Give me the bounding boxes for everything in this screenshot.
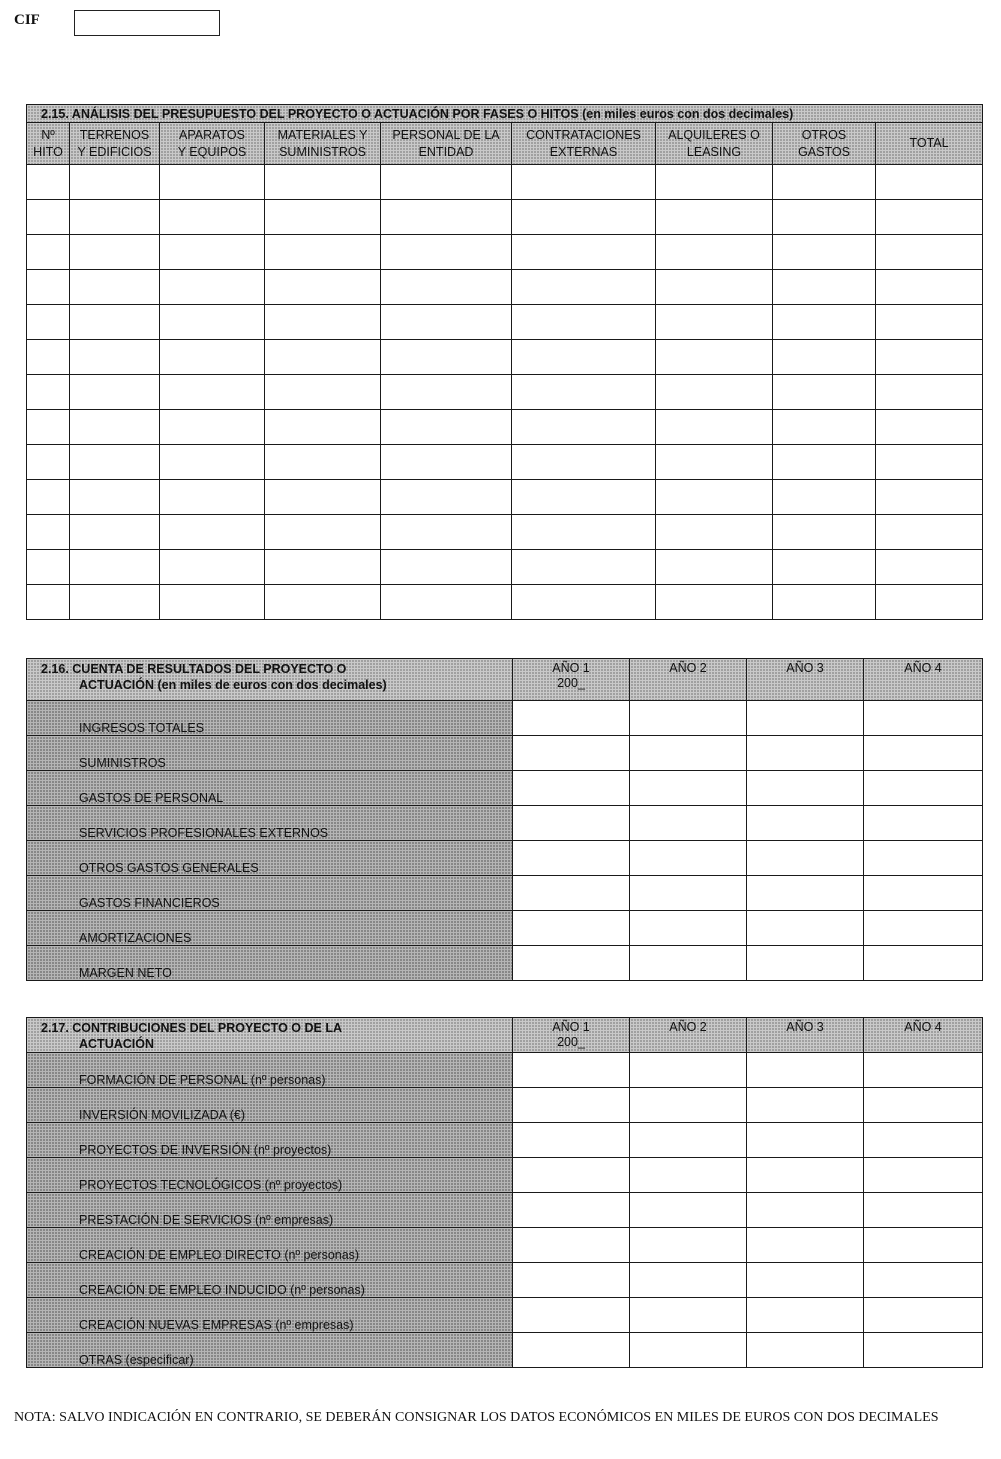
year-header	[513, 659, 630, 701]
table-cell[interactable]	[513, 701, 630, 736]
table-cell[interactable]	[27, 445, 70, 480]
table-cell[interactable]	[630, 1053, 747, 1088]
table-cell[interactable]	[773, 515, 876, 550]
table-cell[interactable]	[381, 445, 512, 480]
column-header-line: PERSONAL DE LA	[392, 127, 500, 142]
section-215-title: 2.15. ANÁLISIS DEL PRESUPUESTO DEL PROYECTO O ACTUACIÓN POR FASES O HITOS (en miles euros con dos decimales)	[27, 105, 983, 123]
row-label: MARGEN NETO	[27, 946, 513, 981]
table-cell[interactable]	[630, 876, 747, 911]
table-cell[interactable]	[381, 410, 512, 445]
table-row	[27, 305, 983, 340]
table-cell[interactable]	[773, 410, 876, 445]
table-cell[interactable]	[160, 585, 265, 620]
table-cell[interactable]	[513, 736, 630, 771]
table-cell[interactable]	[265, 375, 381, 410]
table-cell[interactable]	[630, 701, 747, 736]
table-row	[27, 445, 983, 480]
column-header-line: OTROS	[801, 127, 847, 142]
table-row	[27, 270, 983, 305]
table-cell[interactable]	[70, 305, 160, 340]
table-cell[interactable]	[265, 200, 381, 235]
table-cell[interactable]	[160, 550, 265, 585]
table-cell[interactable]	[381, 305, 512, 340]
table-row	[27, 200, 983, 235]
table-cell[interactable]	[864, 1053, 983, 1088]
column-header-line: SUMINISTROS	[279, 144, 366, 159]
table-cell[interactable]	[656, 235, 773, 270]
table-cell[interactable]	[265, 445, 381, 480]
column-header	[773, 123, 876, 165]
table-cell[interactable]	[864, 736, 983, 771]
table-cell[interactable]	[160, 270, 265, 305]
table-cell[interactable]	[630, 1088, 747, 1123]
table-cell[interactable]	[27, 340, 70, 375]
table-cell[interactable]	[512, 585, 656, 620]
column-header-line: MATERIALES Y	[277, 127, 368, 142]
table-cell[interactable]	[265, 515, 381, 550]
table-cell[interactable]	[630, 1228, 747, 1263]
table-cell[interactable]	[864, 1088, 983, 1123]
table-row	[27, 1298, 983, 1333]
table-cell[interactable]	[27, 550, 70, 585]
table-cell[interactable]	[864, 1193, 983, 1228]
year-sub: 200_	[557, 1035, 585, 1049]
table-row	[27, 1228, 983, 1263]
table-cell[interactable]	[381, 550, 512, 585]
section-217-title-line2: ACTUACIÓN	[79, 1037, 154, 1051]
table-cell[interactable]	[160, 480, 265, 515]
table-cell[interactable]	[876, 270, 983, 305]
table-cell[interactable]	[70, 200, 160, 235]
table-cell[interactable]	[876, 165, 983, 200]
table-cell[interactable]	[513, 1158, 630, 1193]
row-label: GASTOS DE PERSONAL	[27, 771, 513, 806]
table-cell[interactable]	[513, 1088, 630, 1123]
table-cell[interactable]	[512, 445, 656, 480]
year-label: AÑO 2	[669, 1020, 707, 1034]
table-cell[interactable]	[265, 270, 381, 305]
year-header	[864, 1018, 983, 1053]
table-cell[interactable]	[747, 911, 864, 946]
table-cell[interactable]	[876, 305, 983, 340]
table-row	[27, 736, 983, 771]
table-cell[interactable]	[512, 410, 656, 445]
table-cell[interactable]	[27, 410, 70, 445]
table-cell[interactable]	[747, 1263, 864, 1298]
table-cell[interactable]	[630, 1123, 747, 1158]
budget-by-milestones-table	[26, 104, 983, 620]
table-cell[interactable]	[630, 1333, 747, 1368]
table-cell[interactable]	[747, 771, 864, 806]
year-label: AÑO 3	[786, 661, 824, 675]
row-label: OTROS GASTOS GENERALES	[27, 841, 513, 876]
table-cell[interactable]	[656, 340, 773, 375]
column-header-line: TOTAL	[909, 136, 949, 150]
column-header	[160, 123, 265, 165]
table-cell[interactable]	[656, 165, 773, 200]
table-cell[interactable]	[876, 445, 983, 480]
row-label: PROYECTOS DE INVERSIÓN (nº proyectos)	[27, 1123, 513, 1158]
column-header	[381, 123, 512, 165]
table-row	[27, 550, 983, 585]
table-cell[interactable]	[70, 270, 160, 305]
table-cell[interactable]	[513, 1053, 630, 1088]
section-217-title-line1: 2.17. CONTRIBUCIONES DEL PROYECTO O DE LA	[41, 1021, 342, 1035]
table-cell[interactable]	[773, 305, 876, 340]
table-row	[27, 946, 983, 981]
row-label: AMORTIZACIONES	[27, 911, 513, 946]
table-row	[27, 585, 983, 620]
table-cell[interactable]	[864, 1263, 983, 1298]
table-cell[interactable]	[773, 235, 876, 270]
table-cell[interactable]	[512, 515, 656, 550]
table-cell[interactable]	[160, 200, 265, 235]
table-cell[interactable]	[656, 550, 773, 585]
results-account-table	[26, 658, 983, 981]
section-217-title	[27, 1018, 513, 1053]
column-header-line: Nº	[41, 127, 55, 142]
table-row	[27, 701, 983, 736]
column-header-line: GASTOS	[798, 144, 850, 159]
year-header	[864, 659, 983, 701]
table-row	[27, 1088, 983, 1123]
cif-input[interactable]	[74, 10, 220, 36]
table-cell[interactable]	[512, 235, 656, 270]
table-cell[interactable]	[656, 515, 773, 550]
table-cell[interactable]	[381, 515, 512, 550]
table-cell[interactable]	[381, 270, 512, 305]
table-cell[interactable]	[381, 585, 512, 620]
table-cell[interactable]	[381, 480, 512, 515]
table-cell[interactable]	[27, 235, 70, 270]
table-cell[interactable]	[513, 1123, 630, 1158]
table-cell[interactable]	[656, 480, 773, 515]
table-cell[interactable]	[27, 375, 70, 410]
year-sub: 200_	[557, 676, 585, 690]
table-row	[27, 1193, 983, 1228]
table-cell[interactable]	[70, 515, 160, 550]
column-header	[876, 123, 983, 165]
row-label: PRESTACIÓN DE SERVICIOS (nº empresas)	[27, 1193, 513, 1228]
table-cell[interactable]	[773, 585, 876, 620]
table-cell[interactable]	[160, 375, 265, 410]
table-row	[27, 165, 983, 200]
column-header-line: LEASING	[686, 144, 742, 159]
table-cell[interactable]	[630, 736, 747, 771]
table-cell[interactable]	[265, 585, 381, 620]
table-cell[interactable]	[512, 480, 656, 515]
column-header-line: EXTERNAS	[549, 144, 618, 159]
row-label: OTRAS (especificar)	[27, 1333, 513, 1368]
table-cell[interactable]	[747, 841, 864, 876]
table-cell[interactable]	[513, 806, 630, 841]
section-216-title-line1: 2.16. CUENTA DE RESULTADOS DEL PROYECTO O	[41, 662, 347, 676]
section-216-title-line2: ACTUACIÓN (en miles de euros con dos decimales)	[79, 678, 387, 692]
table-cell[interactable]	[630, 771, 747, 806]
cif-label: CIF	[14, 12, 40, 28]
row-label: SUMINISTROS	[27, 736, 513, 771]
row-label: CREACIÓN NUEVAS EMPRESAS (nº empresas)	[27, 1298, 513, 1333]
table-cell[interactable]	[512, 550, 656, 585]
table-row	[27, 1333, 983, 1368]
table-cell[interactable]	[747, 1298, 864, 1333]
table-cell[interactable]	[876, 200, 983, 235]
table-cell[interactable]	[773, 550, 876, 585]
table-cell[interactable]	[265, 480, 381, 515]
table-row	[27, 1053, 983, 1088]
table-cell[interactable]	[27, 480, 70, 515]
table-row	[27, 515, 983, 550]
column-header	[70, 123, 160, 165]
table-cell[interactable]	[381, 165, 512, 200]
table-row	[27, 806, 983, 841]
table-cell[interactable]	[747, 1193, 864, 1228]
table-cell[interactable]	[747, 1053, 864, 1088]
table-cell[interactable]	[70, 340, 160, 375]
table-cell[interactable]	[656, 200, 773, 235]
table-cell[interactable]	[656, 305, 773, 340]
table-cell[interactable]	[381, 340, 512, 375]
table-cell[interactable]	[27, 515, 70, 550]
table-cell[interactable]	[773, 200, 876, 235]
table-cell[interactable]	[512, 200, 656, 235]
table-cell[interactable]	[27, 165, 70, 200]
table-row	[27, 1123, 983, 1158]
table-cell[interactable]	[876, 410, 983, 445]
table-cell[interactable]	[265, 550, 381, 585]
column-header	[512, 123, 656, 165]
table-cell[interactable]	[513, 1228, 630, 1263]
table-cell[interactable]	[513, 911, 630, 946]
table-cell[interactable]	[512, 375, 656, 410]
table-cell[interactable]	[513, 1193, 630, 1228]
table-cell[interactable]	[70, 550, 160, 585]
table-cell[interactable]	[27, 585, 70, 620]
table-cell[interactable]	[864, 1298, 983, 1333]
table-row	[27, 410, 983, 445]
table-cell[interactable]	[513, 1333, 630, 1368]
table-cell[interactable]	[773, 270, 876, 305]
table-cell[interactable]	[864, 1123, 983, 1158]
table-cell[interactable]	[876, 235, 983, 270]
table-cell[interactable]	[864, 806, 983, 841]
column-header-line: CONTRATACIONES	[526, 127, 641, 142]
table-cell[interactable]	[630, 1158, 747, 1193]
table-cell[interactable]	[656, 410, 773, 445]
row-label: SERVICIOS PROFESIONALES EXTERNOS	[27, 806, 513, 841]
table-cell[interactable]	[630, 1298, 747, 1333]
table-cell[interactable]	[70, 410, 160, 445]
table-cell[interactable]	[656, 270, 773, 305]
column-header-line: Y EQUIPOS	[177, 144, 247, 159]
table-cell[interactable]	[747, 1088, 864, 1123]
table-cell[interactable]	[160, 305, 265, 340]
table-cell[interactable]	[70, 235, 160, 270]
table-cell[interactable]	[630, 841, 747, 876]
table-cell[interactable]	[513, 841, 630, 876]
table-cell[interactable]	[512, 305, 656, 340]
row-label: GASTOS FINANCIEROS	[27, 876, 513, 911]
year-header	[747, 659, 864, 701]
table-row	[27, 1263, 983, 1298]
table-cell[interactable]	[70, 445, 160, 480]
column-header-line: Y EDIFICIOS	[77, 144, 152, 159]
table-row	[27, 480, 983, 515]
row-label: INGRESOS TOTALES	[27, 701, 513, 736]
table-cell[interactable]	[864, 911, 983, 946]
table-cell[interactable]	[747, 1158, 864, 1193]
table-cell[interactable]	[864, 841, 983, 876]
table-cell[interactable]	[864, 876, 983, 911]
row-label: FORMACIÓN DE PERSONAL (nº personas)	[27, 1053, 513, 1088]
year-label: AÑO 1	[552, 1020, 590, 1034]
footer-note: NOTA: SALVO INDICACIÓN EN CONTRARIO, SE DEBERÁN CONSIGNAR LOS DATOS ECONÓMICOS EN MILES DE EUROS CON DOS DECIMALES	[14, 1410, 939, 1425]
table-cell[interactable]	[265, 305, 381, 340]
table-cell[interactable]	[876, 515, 983, 550]
table-cell[interactable]	[773, 480, 876, 515]
table-row	[27, 876, 983, 911]
table-cell[interactable]	[876, 550, 983, 585]
table-cell[interactable]	[656, 585, 773, 620]
table-cell[interactable]	[876, 585, 983, 620]
table-cell[interactable]	[512, 340, 656, 375]
table-cell[interactable]	[876, 480, 983, 515]
table-cell[interactable]	[747, 1228, 864, 1263]
table-cell[interactable]	[864, 1333, 983, 1368]
table-cell[interactable]	[876, 340, 983, 375]
contributions-table	[26, 1017, 983, 1368]
table-cell[interactable]	[747, 1333, 864, 1368]
table-cell[interactable]	[630, 1193, 747, 1228]
year-label: AÑO 4	[904, 661, 942, 675]
table-cell[interactable]	[656, 445, 773, 480]
table-cell[interactable]	[630, 946, 747, 981]
column-header	[265, 123, 381, 165]
table-cell[interactable]	[513, 1263, 630, 1298]
table-row	[27, 841, 983, 876]
table-cell[interactable]	[160, 165, 265, 200]
table-cell[interactable]	[70, 375, 160, 410]
table-cell[interactable]	[747, 876, 864, 911]
table-row	[27, 375, 983, 410]
table-cell[interactable]	[864, 771, 983, 806]
table-cell[interactable]	[630, 806, 747, 841]
table-cell[interactable]	[513, 876, 630, 911]
table-cell[interactable]	[265, 165, 381, 200]
table-cell[interactable]	[381, 375, 512, 410]
year-label: AÑO 3	[786, 1020, 824, 1034]
table-cell[interactable]	[381, 200, 512, 235]
table-cell[interactable]	[27, 305, 70, 340]
table-cell[interactable]	[160, 515, 265, 550]
row-label: INVERSIÓN MOVILIZADA (€)	[27, 1088, 513, 1123]
table-cell[interactable]	[160, 410, 265, 445]
row-label: CREACIÓN DE EMPLEO DIRECTO (nº personas)	[27, 1228, 513, 1263]
table-cell[interactable]	[773, 165, 876, 200]
table-cell[interactable]	[747, 806, 864, 841]
table-row	[27, 340, 983, 375]
table-cell[interactable]	[27, 270, 70, 305]
table-cell[interactable]	[747, 946, 864, 981]
table-cell[interactable]	[773, 445, 876, 480]
table-cell[interactable]	[747, 1123, 864, 1158]
table-cell[interactable]	[265, 340, 381, 375]
column-header	[27, 123, 70, 165]
table-cell[interactable]	[160, 445, 265, 480]
column-header-line: TERRENOS	[79, 127, 150, 142]
table-cell[interactable]	[513, 946, 630, 981]
table-cell[interactable]	[773, 340, 876, 375]
year-header	[630, 1018, 747, 1053]
table-cell[interactable]	[27, 200, 70, 235]
table-cell[interactable]	[747, 701, 864, 736]
column-header-line: HITO	[33, 144, 63, 159]
column-header-line: APARATOS	[179, 127, 245, 142]
table-cell[interactable]	[70, 585, 160, 620]
table-cell[interactable]	[160, 235, 265, 270]
column-header-line: ENTIDAD	[418, 144, 474, 159]
year-header	[513, 1018, 630, 1053]
table-row	[27, 771, 983, 806]
table-cell[interactable]	[513, 1298, 630, 1333]
table-cell[interactable]	[630, 1263, 747, 1298]
column-header	[656, 123, 773, 165]
table-cell[interactable]	[876, 375, 983, 410]
table-cell[interactable]	[381, 235, 512, 270]
table-cell[interactable]	[70, 165, 160, 200]
table-cell[interactable]	[265, 410, 381, 445]
column-header-line: ALQUILERES O	[668, 127, 760, 142]
table-cell[interactable]	[512, 165, 656, 200]
year-label: AÑO 2	[669, 661, 707, 675]
year-header	[630, 659, 747, 701]
table-row	[27, 911, 983, 946]
table-cell[interactable]	[70, 480, 160, 515]
row-label: CREACIÓN DE EMPLEO INDUCIDO (nº personas)	[27, 1263, 513, 1298]
section-216-title	[27, 659, 513, 701]
table-cell[interactable]	[864, 946, 983, 981]
year-label: AÑO 1	[552, 661, 590, 675]
table-row	[27, 235, 983, 270]
table-cell[interactable]	[265, 235, 381, 270]
table-cell[interactable]	[864, 701, 983, 736]
table-row	[27, 1158, 983, 1193]
table-cell[interactable]	[747, 736, 864, 771]
table-cell[interactable]	[630, 911, 747, 946]
table-cell[interactable]	[864, 1158, 983, 1193]
row-label: PROYECTOS TECNOLÓGICOS (nº proyectos)	[27, 1158, 513, 1193]
year-header	[747, 1018, 864, 1053]
table-cell[interactable]	[864, 1228, 983, 1263]
table-cell[interactable]	[160, 340, 265, 375]
year-label: AÑO 4	[904, 1020, 942, 1034]
table-cell[interactable]	[512, 270, 656, 305]
table-cell[interactable]	[513, 771, 630, 806]
table-cell[interactable]	[773, 375, 876, 410]
table-cell[interactable]	[656, 375, 773, 410]
